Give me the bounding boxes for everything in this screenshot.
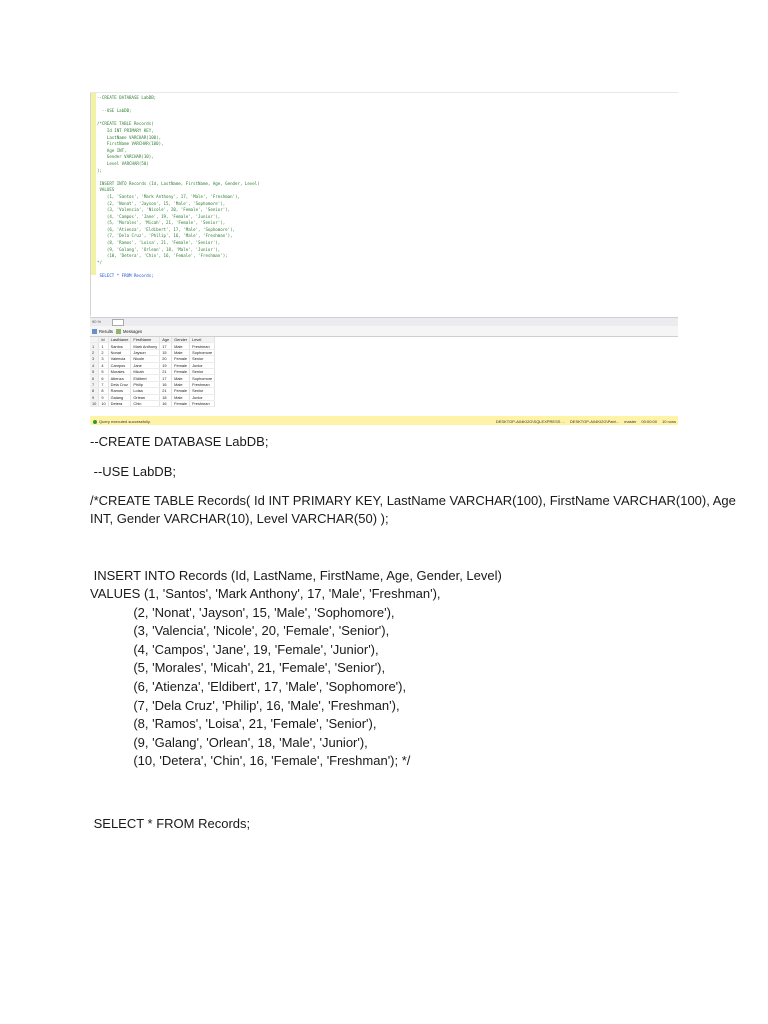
row-number[interactable]: 2 [90, 349, 99, 355]
row-number[interactable]: 3 [90, 356, 99, 362]
grid-cell[interactable]: Sophomore [190, 375, 215, 381]
grid-cell[interactable]: Santos [108, 343, 131, 349]
grid-cell[interactable]: Nicole [131, 356, 160, 362]
doc-values-line: (4, 'Campos', 'Jane', 19, 'Female', 'Junior'), [90, 641, 379, 657]
grid-cell[interactable]: 4 [99, 362, 108, 368]
grid-cell[interactable]: Jane [131, 362, 160, 368]
doc-values-line: (10, 'Detera', 'Chin', 16, 'Female', 'Freshman'); */ [90, 753, 411, 769]
tab-messages-label: Messages [123, 329, 143, 334]
results-grid[interactable] [90, 337, 678, 415]
code-line: (5, 'Morales', 'Micah', 21, 'Female', 'Senior'), [97, 220, 226, 226]
grid-cell[interactable]: 5 [99, 368, 108, 374]
grid-cell[interactable]: Nonat [108, 349, 131, 355]
grid-cell[interactable]: 21 [160, 368, 172, 374]
doc-line-use: --USE LabDB; [90, 464, 176, 479]
row-number[interactable]: 5 [90, 368, 99, 374]
grid-cell[interactable]: Eldibert [131, 375, 160, 381]
doc-line-select: SELECT * FROM Records; [90, 816, 251, 831]
code-line: VALUES [97, 187, 115, 193]
grid-column-header[interactable]: Level [190, 337, 215, 343]
grid-cell[interactable]: Female [172, 362, 190, 368]
success-icon [93, 420, 97, 424]
grid-cell[interactable]: 2 [99, 349, 108, 355]
grid-cell[interactable]: Male [172, 343, 190, 349]
doc-line-create-table-cont: INT, Gender VARCHAR(10), Level VARCHAR(50) ); [90, 511, 389, 526]
doc-values-line: (2, 'Nonat', 'Jayson', 15, 'Male', 'Sophomore'), [90, 604, 395, 620]
doc-values-line: (3, 'Valencia', 'Nicole', 20, 'Female', 'Senior'), [90, 623, 390, 639]
grid-cell[interactable]: Campos [108, 362, 131, 368]
grid-cell[interactable]: 19 [160, 362, 172, 368]
code-line: (9, 'Galang', 'Orlean', 18, 'Male', 'Junior'), [97, 246, 221, 252]
grid-cell[interactable]: 21 [160, 388, 172, 394]
doc-line-insert: INSERT INTO Records (Id, LastName, FirstName, Age, Gender, Level) [90, 568, 502, 583]
grid-cell[interactable]: Male [172, 394, 190, 400]
zoom-level[interactable]: 90 % [92, 319, 102, 324]
code-line: (4, 'Campos', 'Jane', 19, 'Female', 'Junior'), [97, 213, 221, 219]
status-bar [90, 416, 678, 425]
doc-line-create-database: --CREATE DATABASE LabDB; [90, 434, 269, 449]
code-line: (2, 'Nonat', 'Jayson', 15, 'Male', 'Sophomore'), [97, 200, 226, 206]
row-number[interactable]: 8 [90, 388, 99, 394]
code-line: Age INT, [97, 147, 127, 153]
code-line: (7, 'Dela Cruz', 'Philip', 16, 'Male', 'Freshman'), [97, 233, 233, 239]
messages-icon [116, 329, 121, 334]
status-elapsed: 00:00:00 [641, 419, 657, 424]
grid-cell[interactable]: Female [172, 356, 190, 362]
doc-values-line: VALUES (1, 'Santos', 'Mark Anthony', 17, 'Male', 'Freshman'), [90, 586, 441, 601]
code-line: SELECT * FROM Records; [97, 273, 154, 279]
grid-cell[interactable]: 8 [99, 388, 108, 394]
grid-cell[interactable]: 3 [99, 356, 108, 362]
grid-cell[interactable]: 17 [160, 343, 172, 349]
grid-cell[interactable]: Senior [190, 388, 215, 394]
grid-cell[interactable]: Galang [108, 394, 131, 400]
code-line: (1, 'Santos', 'Mark Anthony', 17, 'Male', 'Freshman'), [97, 193, 240, 199]
grid-cell[interactable]: 18 [160, 394, 172, 400]
status-row-count: 10 rows [661, 419, 676, 424]
tab-results[interactable] [92, 328, 113, 335]
results-tabs [90, 326, 678, 337]
grid-cell[interactable]: Dela Cruz [108, 381, 131, 387]
code-line: --USE LabDB; [97, 108, 132, 114]
grid-column-header[interactable]: Age [160, 337, 172, 343]
grid-column-header[interactable]: FirstName [131, 337, 160, 343]
code-line: (8, 'Ramos', 'Loisa', 21, 'Female', 'Senior'), [97, 240, 221, 246]
zoom-bar [90, 317, 678, 326]
grid-cell[interactable]: Senior [190, 368, 215, 374]
status-database: master [624, 419, 637, 424]
grid-cell[interactable]: Junior [190, 362, 215, 368]
grid-body [90, 343, 215, 407]
grid-cell[interactable]: Freshman [190, 343, 215, 349]
grid-cell[interactable]: 15 [160, 349, 172, 355]
doc-values-line: (7, 'Dela Cruz', 'Philip', 16, 'Male', 'Freshman'), [90, 697, 400, 713]
row-number[interactable]: 7 [90, 381, 99, 387]
code-line: /*CREATE TABLE Records( [97, 121, 154, 127]
grid-cell[interactable]: Ramos [108, 388, 131, 394]
doc-values-line: (5, 'Morales', 'Micah', 21, 'Female', 'Senior'), [90, 660, 386, 676]
grid-cell[interactable]: Male [172, 381, 190, 387]
grid-cell[interactable]: Micah [131, 368, 160, 374]
status-message: Query executed successfully. [99, 419, 151, 424]
query-editor[interactable] [90, 93, 678, 316]
code-line: Level VARCHAR(50) [97, 160, 149, 166]
grid-icon [92, 329, 97, 334]
code-line: Id INT PRIMARY KEY, [97, 127, 154, 133]
row-number[interactable]: 10 [90, 400, 99, 406]
grid-cell[interactable]: Male [172, 349, 190, 355]
table-row[interactable] [90, 400, 215, 406]
grid-cell[interactable]: Detera [108, 400, 131, 406]
code-line: (3, 'Valencia', 'Nicole', 20, 'Female', 'Senior'), [97, 207, 231, 213]
code-line: --CREATE DATABASE LabDB; [97, 95, 157, 100]
grid-cell[interactable]: 1 [99, 343, 108, 349]
code-line: (6, 'Atienza', 'Eldibert', 17, 'Male', 'Sophomore'), [97, 226, 236, 232]
grid-cell[interactable]: 16 [160, 381, 172, 387]
grid-cell[interactable]: Female [172, 388, 190, 394]
grid-cell[interactable]: Valencia [108, 356, 131, 362]
grid-column-header[interactable]: LastName [108, 337, 131, 343]
tab-results-label: Results [99, 329, 113, 334]
doc-values-line: (9, 'Galang', 'Orlean', 18, 'Male', 'Junior'), [90, 734, 368, 750]
grid-cell[interactable]: Female [172, 400, 190, 406]
grid-cell[interactable]: 7 [99, 381, 108, 387]
grid-cell[interactable]: Male [172, 375, 190, 381]
grid-cell[interactable]: Morales [108, 368, 131, 374]
grid-cell[interactable]: 9 [99, 394, 108, 400]
code-line: LastName VARCHAR(100), [97, 134, 162, 140]
status-server: DESKTOP-A04KI2G\SQLEXPRESS ... [495, 419, 565, 424]
grid-cell[interactable]: Philip [131, 381, 160, 387]
grid-cell[interactable]: 6 [99, 375, 108, 381]
editor-change-gutter [91, 93, 96, 275]
code-line: FirstName VARCHAR(100), [97, 141, 164, 147]
code-line: INSERT INTO Records (Id, LastName, FirstName, Age, Gender, Level) [97, 180, 260, 186]
grid-cell[interactable]: 10 [99, 400, 108, 406]
tab-messages[interactable] [116, 328, 142, 335]
grid-cell[interactable]: Atienza [108, 375, 131, 381]
sql-code [97, 95, 260, 280]
code-line: Gender VARCHAR(10), [97, 154, 154, 160]
doc-values-line: (8, 'Ramos', 'Loisa', 21, 'Female', 'Senior'), [90, 716, 377, 732]
grid-cell[interactable]: Mark Anthony [131, 343, 160, 349]
doc-line-create-table: /*CREATE TABLE Records( Id INT PRIMARY KEY, LastName VARCHAR(100), FirstName VARCHAR(100), Age [90, 493, 736, 508]
grid-column-header[interactable]: Gender [172, 337, 190, 343]
zoom-dropdown[interactable] [112, 319, 124, 326]
row-number[interactable]: 6 [90, 375, 99, 381]
grid-cell[interactable]: Freshman [190, 381, 215, 387]
grid-cell[interactable]: Chin [131, 400, 160, 406]
grid-cell[interactable]: Senior [190, 356, 215, 362]
code-line: ); [97, 167, 102, 173]
grid-cell[interactable]: Orlean [131, 394, 160, 400]
row-number[interactable]: 1 [90, 343, 99, 349]
grid-cell[interactable]: 20 [160, 356, 172, 362]
grid-cell[interactable]: 16 [160, 400, 172, 406]
code-line: */ [97, 259, 102, 265]
grid-cell[interactable]: Jayson [131, 349, 160, 355]
grid-cell[interactable]: 17 [160, 375, 172, 381]
grid-cell[interactable]: Loisa [131, 388, 160, 394]
status-user: DESKTOP-A04KI2G\Patri... [569, 419, 620, 424]
grid-cell[interactable]: Junior [190, 394, 215, 400]
row-number[interactable]: 9 [90, 394, 99, 400]
grid-cell[interactable]: Female [172, 368, 190, 374]
grid-cell[interactable]: Freshman [190, 400, 215, 406]
grid-column-header[interactable]: Id [99, 337, 108, 343]
doc-values-line: (6, 'Atienza', 'Eldibert', 17, 'Male', 'Sophomore'), [90, 679, 407, 694]
code-line: (10, 'Detera', 'Chin', 16, 'Female', 'Freshman'); [97, 253, 228, 259]
grid-cell[interactable]: Sophomore [190, 349, 215, 355]
ssms-screenshot [90, 92, 678, 425]
row-number[interactable]: 4 [90, 362, 99, 368]
